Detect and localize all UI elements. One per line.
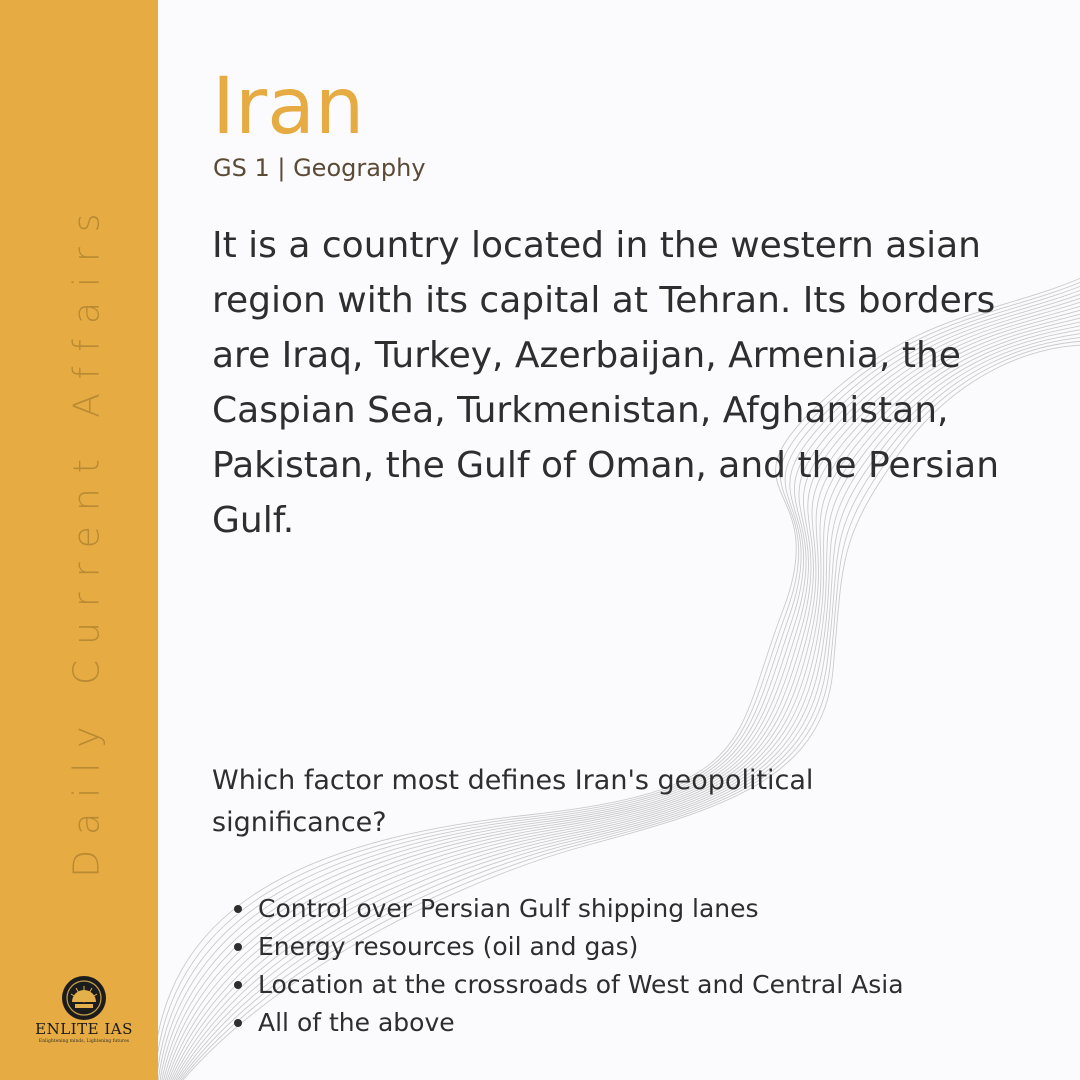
logo-tagline: Enlightening minds, Lightening futures <box>38 1039 130 1044</box>
quiz-options <box>232 890 904 1042</box>
quiz-question: Which factor most defines Iran's geopolitical significance? <box>212 765 814 838</box>
page-subtitle: GS 1 | Geography <box>213 154 426 182</box>
enlite-ias-emblem-icon <box>60 974 108 1022</box>
page-title: Iran <box>212 62 365 152</box>
quiz-option: Location at the crossroads of West and Central Asia <box>232 966 904 1004</box>
quiz-option: All of the above <box>232 1004 904 1042</box>
quiz-option: Energy resources (oil and gas) <box>232 928 904 966</box>
logo-name: ENLITE IAS <box>35 1020 133 1038</box>
quiz-option: Control over Persian Gulf shipping lanes <box>232 890 904 928</box>
sidebar-vertical-title: Daily Current Affairs <box>66 198 108 878</box>
brand-logo <box>24 974 144 1054</box>
sidebar <box>0 0 158 1080</box>
topic-description: It is a country located in the western asian region with its capital at Tehran. Its borders are Iraq, Turkey, Azerbaijan, Armenia, the Caspian Sea, Turkmenistan, Afghanistan, Pakistan, the Gulf of Oman, and the Persian Gulf. <box>212 225 1000 541</box>
